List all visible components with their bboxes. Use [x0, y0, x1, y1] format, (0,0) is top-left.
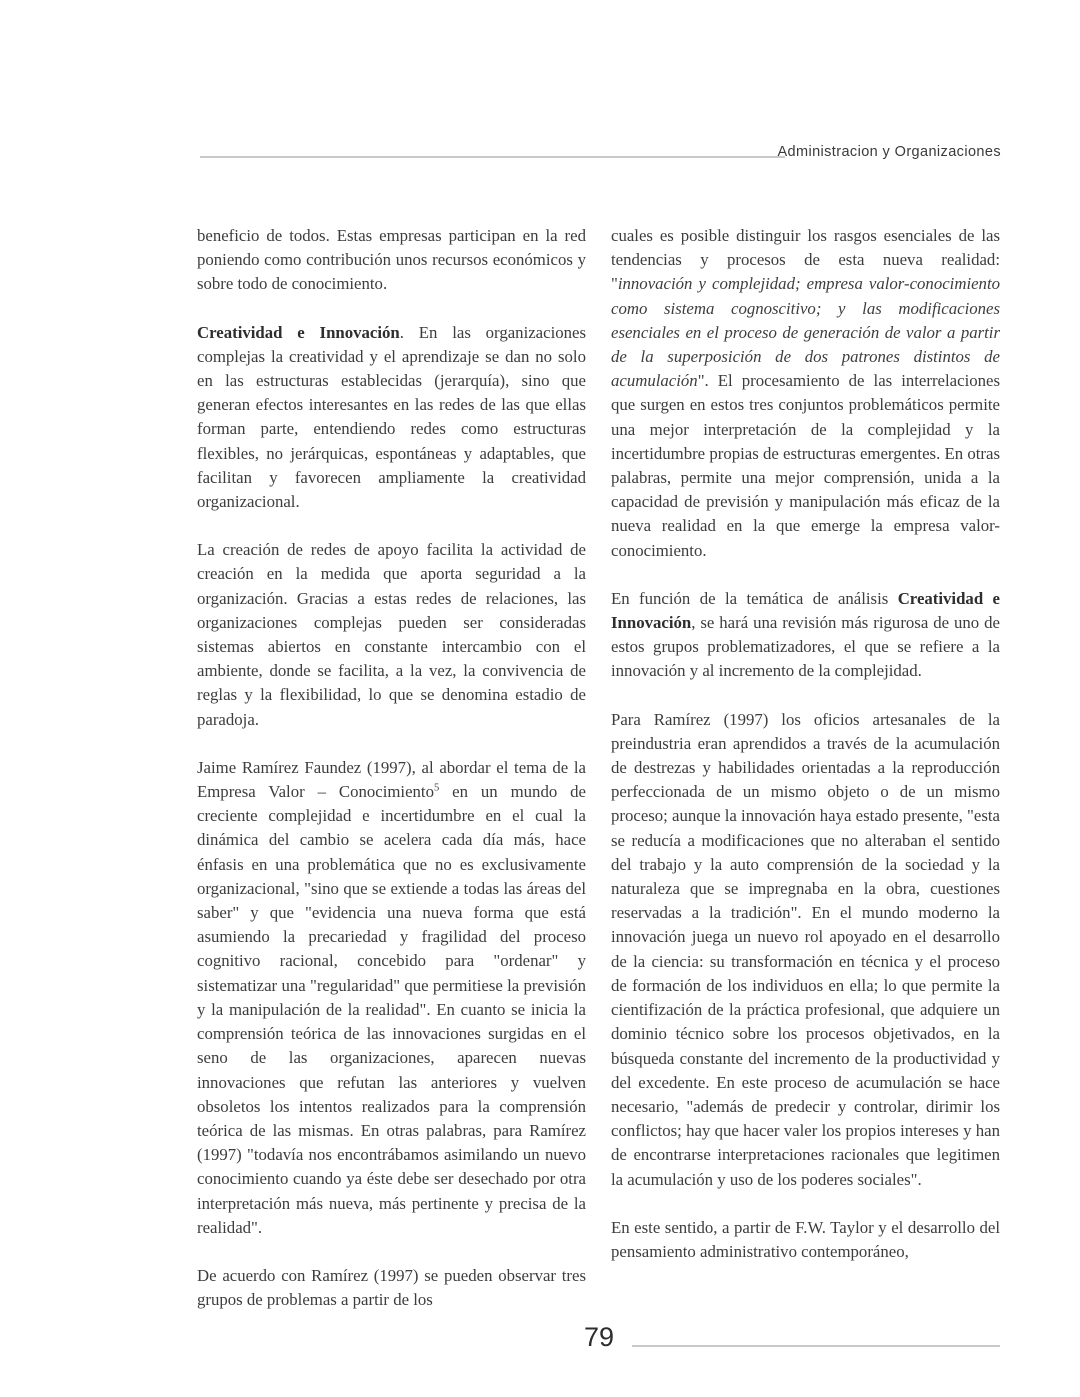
text-run: Para Ramírez (1997) los oficios artesanales de la preindustria eran aprendidos a través de la acumulación de destrezas y habilidades orientadas a la reproducción perfeccionada de un mismo objeto o de un mismo proceso; aunque la innovación haya estado presente, "esta se reducía a modificaciones que no alteraban el sentido del trabajo y la auto comprensión de la sociedad y la naturaleza que se impregnaba en la obra, cuestiones reservadas a la tradición". En el mundo moderno la innovación juega un nuevo rol apoyado en el desarrollo de la ciencia: su transformación en técnica y el proceso de formación de los individuos en ella; lo que permite la cientifización de la práctica profesional, que adquiere un dominio técnico sobre los procesos objetivados, en la búsqueda constante del incremento de la productividad y del excedente. En este proceso de acumulación se hace necesario, "además de predecir y controlar, dirimir los conflictos; hay que hacer valer los propios intereses y han de encontrarse interpretaciones racionales que legitimen la acumulación y uso de los poderes sociales". [611, 709, 1000, 1189]
paragraph [197, 224, 586, 297]
paragraph [197, 756, 586, 1240]
text-run: innovación y complejidad; empresa valor-conocimiento como sistema cognoscitivo; y las modificaciones esenciales en el proceso de generación de valor a partir de la superposición de dos patrones distintos de acumulación [611, 274, 1000, 391]
footnote-marker: 5 [433, 782, 440, 794]
paragraph [197, 1264, 586, 1312]
page-content [197, 224, 1001, 1312]
text-run: Creatividad e Innovación [611, 588, 1001, 633]
text-run: , se hará una revisión más rigurosa de uno de estos grupos problematizadores, el que se refiere a la innovación y al incremento de la complejidad. [611, 613, 1000, 681]
text-run: Creatividad e Innovación [197, 322, 400, 342]
text-run: En función de la temática de análisis [611, 588, 898, 608]
journal-title: Administracion y Organizaciones [777, 144, 1001, 160]
left-column [197, 224, 586, 1312]
text-run: beneficio de todos. Estas empresas participan en la red poniendo como contribución unos recursos económicos y sobre todo de conocimiento. [197, 226, 586, 294]
paragraph [611, 708, 1000, 1192]
paragraph [611, 224, 1000, 563]
text-run: La creación de redes de apoyo facilita la actividad de creación en la medida que aporta seguridad a la organización. Gracias a estas redes de relaciones, las organizaciones complejas pueden ser consideradas sistemas abiertos en constante intercambio con el ambiente, donde se facilita, a la vez, la convivencia de reglas y la flexibilidad, lo que se denomina estadio de paradoja. [197, 540, 586, 729]
text-run: ". El procesamiento de las interrelaciones que surgen en estos tres conjuntos problemáticos permite una mejor interpretación de la complejidad y la incertidumbre propias de estructuras emergentes. En otras palabras, permite una mejor comprensión, unida a la capacidad de previsión y manipulación más eficaz de la nueva realidad en la que emerge la empresa valor-conocimiento. [611, 371, 1000, 560]
text-run: . En las organizaciones complejas la creatividad y el aprendizaje se dan no solo en las estructuras establecidas (jerarquía), sino que generan efectos interesantes en las redes de las que ellas forman parte, entendiendo redes como estructuras flexibles, no jerárquicas, espontáneas y adaptables, que facilitan y favorecen ampliamente la creatividad organizacional. [197, 322, 586, 512]
text-run: Jaime Ramírez Faundez (1997), al abordar el tema de la Empresa Valor – Conocimiento [197, 757, 586, 802]
paragraph [611, 587, 1000, 684]
page-number: 79 [584, 1322, 615, 1352]
footer-rule [632, 1345, 1000, 1347]
text-run: en un mundo de creciente complejidad e incertidumbre en el cual la dinámica del cambio se acelera cada día más, hace énfasis en una problemática que no es exclusivamente organizacional, "sino que se extiende a todas las áreas del saber" y que "evidencia una nueva forma que está asumiendo la precariedad y fragilidad del proceso cognitivo racional, concebido para "ordenar" y sistematizar una "regularidad" que permitiese la previsión y la manipulación de la realidad". En cuanto se inicia la comprensión teórica de las innovaciones surgidas en el seno de las organizaciones, aparecen nuevas innovaciones que refutan las anteriores y vuelven obsoletos los intentos realizados para la comprensión teórica de las mismas. En otras palabras, para Ramírez (1997) "todavía nos encontrábamos asimilando un nuevo conocimiento cuando ya éste debe ser desechado por otra interpretación más nueva, más pertinente y precisa de la realidad". [197, 782, 586, 1237]
header-rule [200, 156, 785, 158]
paragraph [197, 321, 586, 515]
text-run: De acuerdo con Ramírez (1997) se pueden observar tres grupos de problemas a partir de los [197, 1265, 586, 1310]
right-column [611, 224, 1000, 1312]
paragraph [197, 538, 586, 732]
text-run: En este sentido, a partir de F.W. Taylor y el desarrollo del pensamiento administrativo contemporáneo, [611, 1217, 1000, 1261]
text-run: cuales es posible distinguir los rasgos esenciales de las tendencias y procesos de esta nueva realidad: " [611, 226, 1000, 294]
paragraph [611, 1216, 1000, 1264]
